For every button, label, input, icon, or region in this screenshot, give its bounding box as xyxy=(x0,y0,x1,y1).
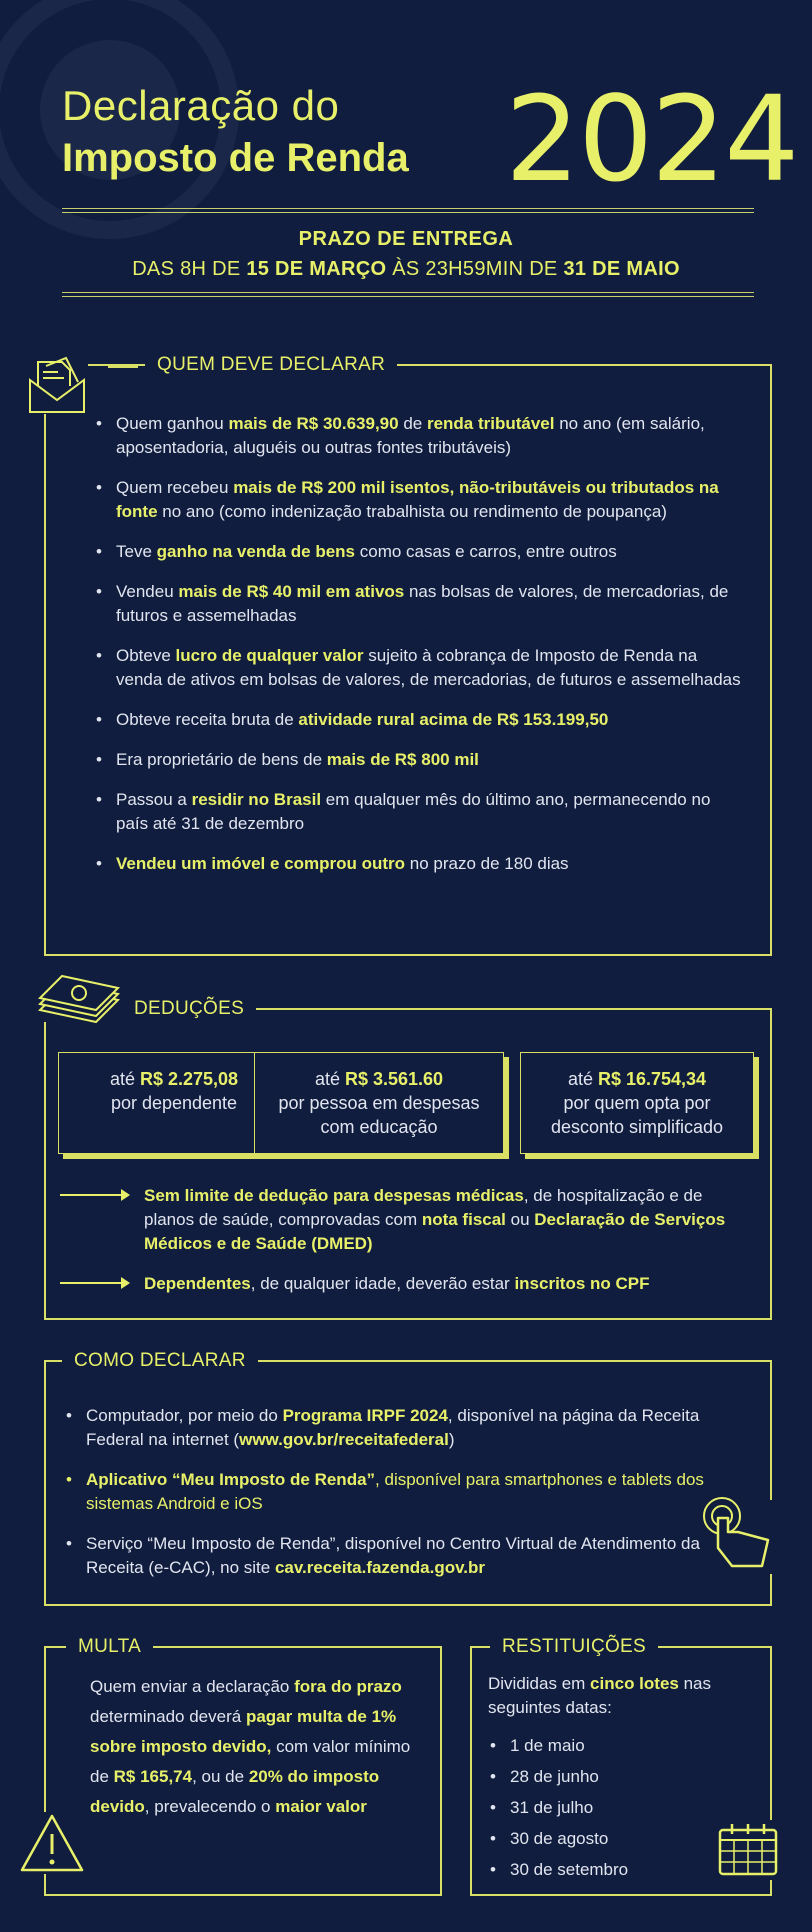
deducao-card-simplificado xyxy=(520,1052,754,1154)
list-item-text: ganho na venda de bens xyxy=(156,542,356,561)
list-item xyxy=(64,1532,724,1580)
list-item-text: , disponível para smartphones e tablets dos sistemas Android e iOS xyxy=(86,1470,704,1513)
list-item-text: sujeito à cobrança de Imposto de Renda na venda de ativos em bolsas de valores, de mercadorias, de futuros e assemelhadas xyxy=(116,646,741,689)
list-item-text: Programa IRPF 2024 xyxy=(282,1406,448,1425)
multa-part: fora do prazo xyxy=(294,1677,402,1696)
multa-part: maior valor xyxy=(275,1797,367,1816)
multa-part: , prevalecendo o xyxy=(144,1797,276,1816)
list-item xyxy=(94,644,744,692)
list-item-text: residir no Brasil xyxy=(191,790,322,809)
list-item xyxy=(94,580,744,628)
title-line2: Imposto de Renda xyxy=(62,136,409,180)
multa-part: com valor mínimo de xyxy=(90,1737,411,1786)
deducoes-title: DEDUÇÕES xyxy=(122,998,256,1020)
arrow-icon xyxy=(60,1282,128,1284)
list-item xyxy=(94,412,744,460)
card-value: R$ 16.754,34 xyxy=(597,1069,707,1089)
quem-list xyxy=(94,412,744,892)
arrow-icon xyxy=(60,1194,128,1196)
year: 2024 xyxy=(505,70,798,208)
restituicao-date-item: • 1 de maio xyxy=(488,1730,708,1761)
multa-part: determinado deverá xyxy=(90,1707,246,1726)
deducao-arrow-item-dependentes xyxy=(60,1272,760,1298)
arrow1-part: Declaração de Serviços Médicos e de Saúde (DMED) xyxy=(144,1210,726,1253)
multa-part: 20% do imposto devido xyxy=(90,1767,380,1816)
restituicoes-title: RESTITUIÇÕES xyxy=(490,1636,658,1658)
list-item-text: de xyxy=(398,414,427,433)
list-item-text: Teve xyxy=(116,542,157,561)
money-stack-icon xyxy=(36,970,122,1032)
prazo-title: PRAZO DE ENTREGA xyxy=(298,228,514,250)
title-dash xyxy=(108,366,138,368)
list-item-text: no prazo de 180 dias xyxy=(405,854,569,873)
list-item xyxy=(94,748,744,772)
intro-part: nas seguintes datas: xyxy=(488,1674,711,1717)
list-item-text: Era proprietário de bens de xyxy=(116,750,327,769)
list-item-text: mais de R$ 800 mil xyxy=(326,750,479,769)
list-item-text: Quem ganhou xyxy=(116,414,229,433)
warning-triangle-icon xyxy=(18,1812,86,1874)
restituicoes-intro xyxy=(488,1672,760,1720)
list-item xyxy=(94,540,744,564)
deducao-card-educacao xyxy=(254,1052,504,1154)
list-item-text: Obteve receita bruta de xyxy=(116,710,299,729)
prazo-sub-a: DAS 8H DE xyxy=(132,258,241,280)
como-list xyxy=(64,1404,724,1596)
arrow1-part: Sem limite de dedução para despesas médicas xyxy=(144,1186,524,1205)
touch-hand-icon xyxy=(698,1494,780,1578)
list-item xyxy=(94,708,744,732)
list-item xyxy=(64,1404,724,1452)
envelope-documents-icon xyxy=(26,356,88,414)
list-item-text: Aplicativo “Meu Imposto de Renda” xyxy=(86,1470,376,1489)
list-item-text: Vendeu xyxy=(116,582,179,601)
arrow2-part: , de qualquer idade, deverão estar xyxy=(250,1274,515,1293)
arrow1-part: , de hospitalização e de planos de saúde, comprovadas com xyxy=(144,1186,703,1229)
quem-title: QUEM DEVE DECLARAR xyxy=(145,354,397,376)
list-item-text: no ano (em salário, aposentadoria, aluguéis ou outras fontes tributáveis) xyxy=(116,414,705,457)
title-line1: Declaração do xyxy=(62,82,340,129)
list-item-text: em qualquer mês do último ano, permanecendo no país até 31 de dezembro xyxy=(116,790,711,833)
intro-part: cinco lotes xyxy=(590,1674,679,1693)
list-item-text: mais de R$ 40 mil em ativos xyxy=(178,582,405,601)
card-pre: até xyxy=(314,1069,345,1089)
prazo-end-date: 31 DE MAIO xyxy=(563,258,680,280)
list-item-text: atividade rural acima de R$ 153.199,50 xyxy=(298,710,609,729)
card-line2: por pessoa em despesas xyxy=(278,1093,480,1113)
multa-part: pagar multa de 1% sobre imposto devido, xyxy=(90,1707,397,1756)
list-item-text: mais de R$ 30.639,90 xyxy=(228,414,399,433)
multa-part: R$ 165,74 xyxy=(113,1767,193,1786)
list-item xyxy=(94,852,744,876)
list-item-text: , disponível na página da Receita Federal na internet ( xyxy=(86,1406,700,1449)
list-item-text: Computador, por meio do xyxy=(86,1406,283,1425)
arrow2-part: inscritos no CPF xyxy=(514,1274,650,1293)
list-item-text: Obteve xyxy=(116,646,176,665)
arrow1-part: ou xyxy=(505,1210,535,1229)
list-item-text: Serviço “Meu Imposto de Renda”, disponível no Centro Virtual de Atendimento da Receita (e-CAC), no site xyxy=(86,1534,700,1577)
deducao-arrow-item-medicas xyxy=(60,1184,760,1260)
prazo-sub-c: ÀS 23H59MIN DE xyxy=(392,258,558,280)
list-item xyxy=(64,1468,724,1516)
multa-text xyxy=(90,1672,428,1822)
list-item-text: www.gov.br/receitafederal xyxy=(239,1430,449,1449)
list-item-text: lucro de qualquer valor xyxy=(175,646,364,665)
intro-part: Divididas em xyxy=(488,1674,591,1693)
multa-part: , ou de xyxy=(192,1767,249,1786)
restituicao-date-item: • 31 de julho xyxy=(488,1792,708,1823)
list-item-text: renda tributável xyxy=(426,414,555,433)
card-pre: até xyxy=(567,1069,598,1089)
list-item-text: no ano (como indenização trabalhista ou rendimento de poupança) xyxy=(157,502,667,521)
list-item-text: como casas e carros, entre outros xyxy=(355,542,617,561)
multa-part: Quem enviar a declaração xyxy=(90,1677,295,1696)
list-item-text: cav.receita.fazenda.gov.br xyxy=(274,1558,486,1577)
card-value: R$ 2.275,08 xyxy=(139,1069,239,1089)
arrow2-part: Dependentes xyxy=(144,1274,251,1293)
restituicao-date-item: • 28 de junho xyxy=(488,1761,708,1792)
card-line2: por dependente xyxy=(110,1093,238,1113)
list-item-text: mais de R$ 200 mil isentos, não-tributáveis ou tributados na fonte xyxy=(116,478,719,521)
prazo-start-date: 15 DE MARÇO xyxy=(246,258,387,280)
restituicoes-dates xyxy=(488,1730,708,1885)
card-line3: desconto simplificado xyxy=(550,1117,724,1137)
list-item-text: Quem recebeu xyxy=(116,478,234,497)
divider xyxy=(62,208,754,213)
card-line3: com educação xyxy=(320,1117,438,1137)
restituicao-date-item: • 30 de agosto xyxy=(488,1823,708,1854)
card-pre: até xyxy=(109,1069,140,1089)
list-item-text: Vendeu um imóvel e comprou outro xyxy=(116,854,406,873)
card-value: R$ 3.561.60 xyxy=(344,1069,444,1089)
divider xyxy=(62,292,754,297)
como-title: COMO DECLARAR xyxy=(62,1350,258,1372)
multa-title: MULTA xyxy=(66,1636,153,1658)
restituicao-date-item: • 30 de setembro xyxy=(488,1854,708,1885)
calendar-icon xyxy=(714,1820,782,1880)
list-item xyxy=(94,788,744,836)
card-line2: por quem opta por xyxy=(563,1093,711,1113)
prazo-subtitle xyxy=(0,258,812,281)
list-item-text: ) xyxy=(448,1430,455,1449)
list-item xyxy=(94,476,744,524)
arrow1-part: nota fiscal xyxy=(421,1210,506,1229)
list-item-text: Passou a xyxy=(116,790,192,809)
list-item-text: nas bolsas de valores, de mercadorias, de futuros e assemelhadas xyxy=(116,582,729,625)
